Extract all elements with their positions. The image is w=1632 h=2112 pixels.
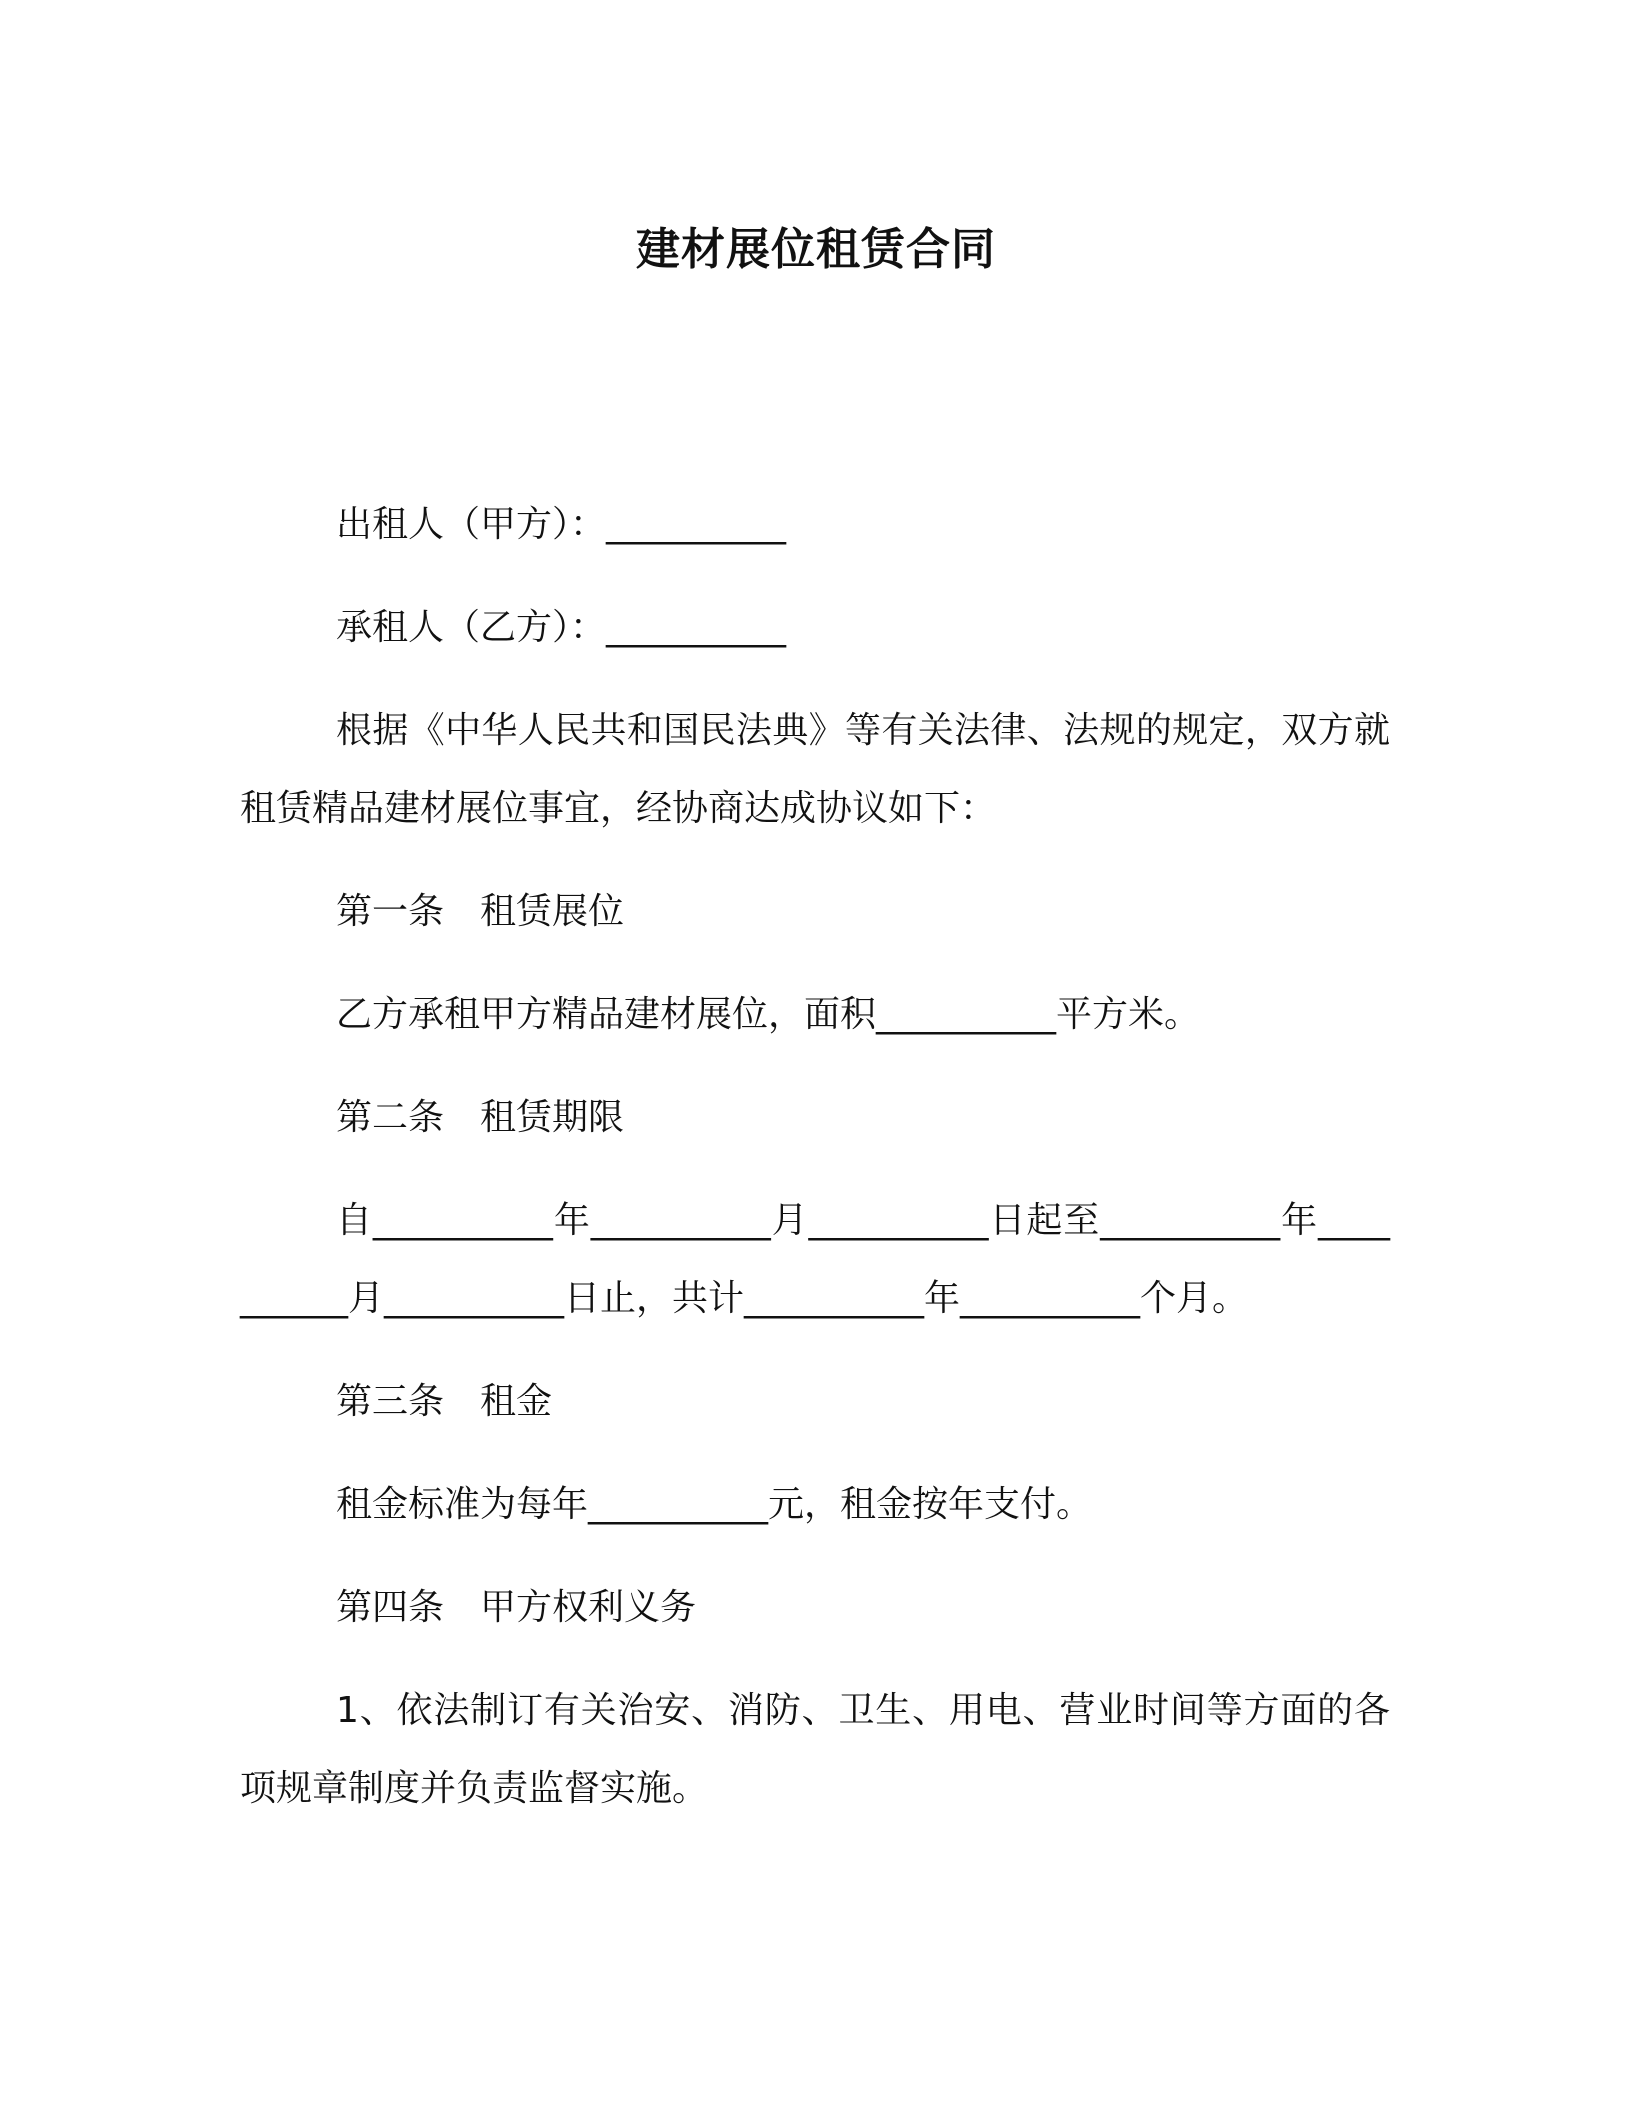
article-2-heading: 第二条 租赁期限 [336, 1097, 625, 1138]
article-3-heading: 第三条 租金 [336, 1381, 553, 1422]
lessee-line: 承租人（乙方）：__________ [336, 607, 787, 648]
document-body [240, 486, 1390, 1853]
article-3-body: 租金标准为每年__________元，租金按年支付。 [336, 1484, 1093, 1525]
lessor-line: 出租人（甲方）：__________ [336, 504, 787, 545]
article-4-heading: 第四条 甲方权利义务 [336, 1587, 697, 1628]
document-title: 建材展位租赁合同 [636, 224, 996, 275]
article-1-body: 乙方承租甲方精品建材展位，面积__________平方米。 [336, 994, 1201, 1035]
article-2-body: 自__________年__________月__________日起至__________年__________月__________日止，共计__________年__________个月。 [240, 1200, 1390, 1319]
preamble-paragraph: 根据《中华人民共和国民法典》等有关法律、法规的规定，双方就租赁精品建材展位事宜，经协商达成协议如下： [240, 710, 1390, 829]
article-1-heading: 第一条 租赁展位 [336, 891, 625, 932]
article-4-item-1: 1、依法制订有关治安、消防、卫生、用电、营业时间等方面的各项规章制度并负责监督实施。 [240, 1690, 1390, 1809]
